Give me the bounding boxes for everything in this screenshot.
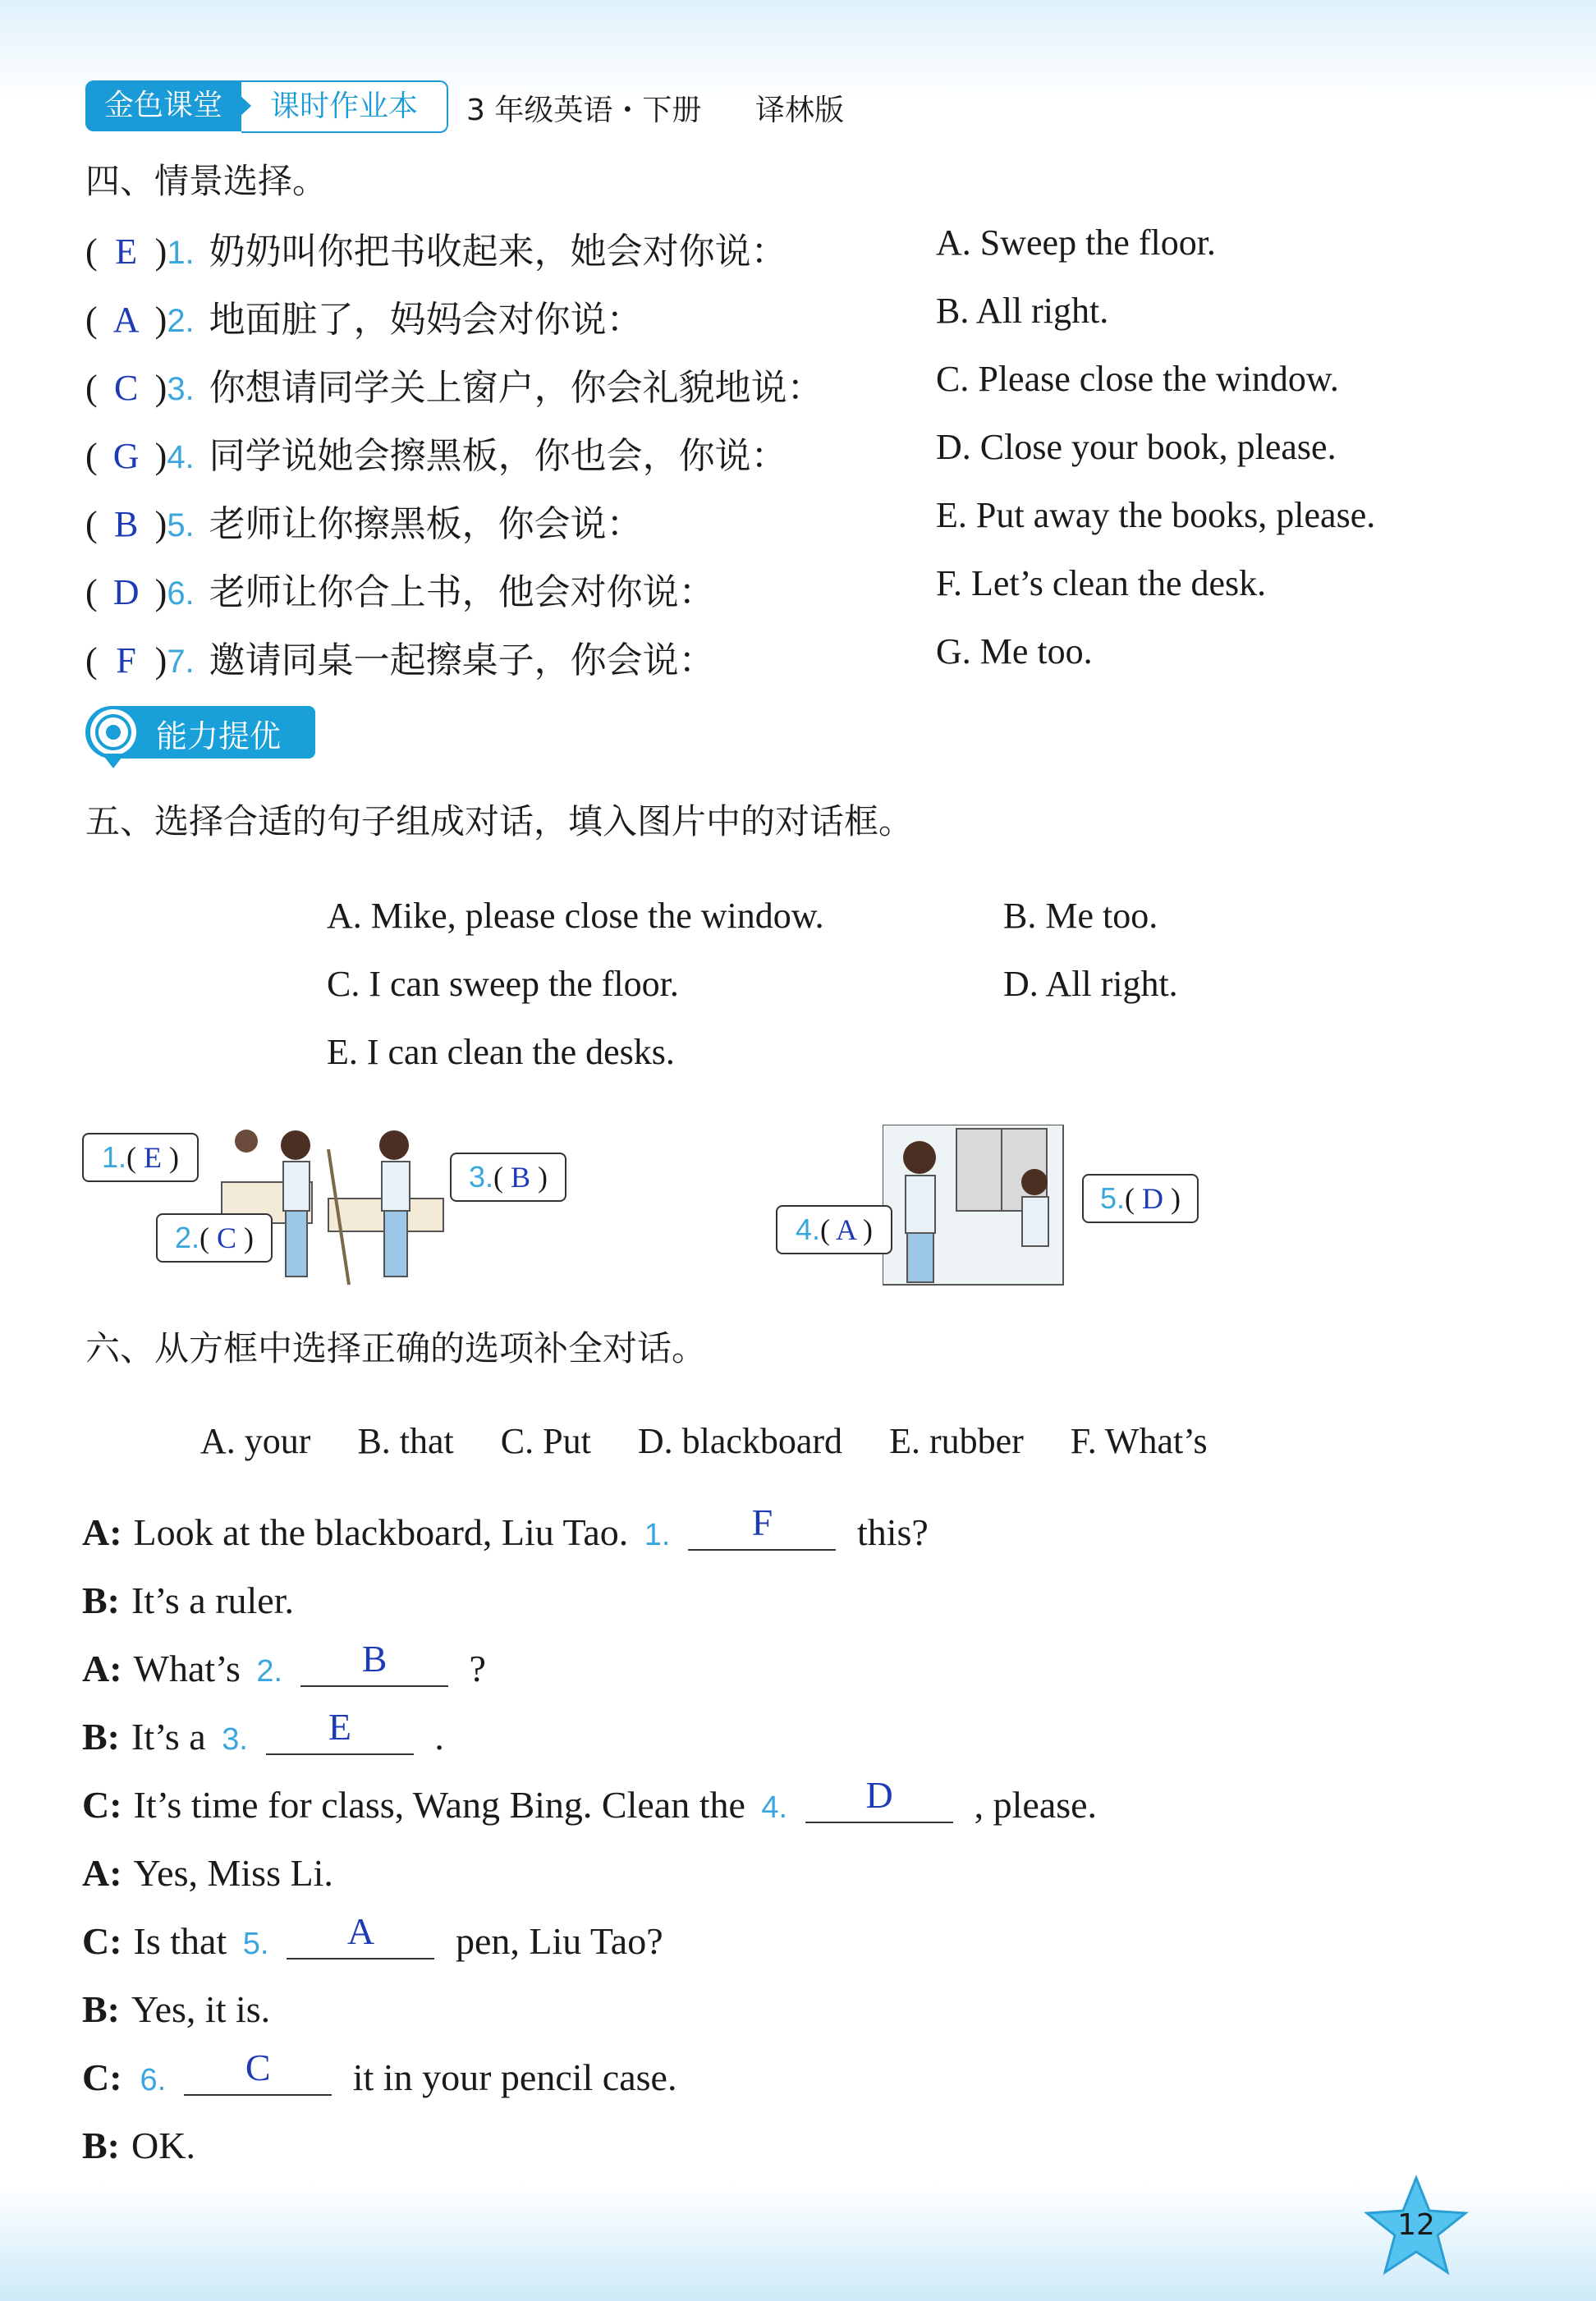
speaker-label: A: (82, 1511, 122, 1553)
speaker-label: B: (82, 1716, 120, 1758)
dialog-line (82, 1910, 663, 1964)
paren-open: ( (85, 504, 98, 544)
blank-answer: F (751, 1501, 773, 1543)
s4-question-text: 老师让你擦黑板，你会说： (209, 503, 643, 545)
paren-open: ( (85, 231, 98, 272)
s4-answer: F (116, 640, 136, 681)
s4-answer: B (113, 504, 139, 544)
s5-option-c: C. I can sweep the floor. (327, 964, 679, 1004)
section5-title: 五、选择合适的句子组成对话，填入图片中的对话框。 (85, 801, 914, 841)
s4-question-2 (85, 290, 643, 342)
paren-close: ) (154, 572, 167, 612)
s4-question-text: 你想请同学关上窗户，你会礼貌地说： (209, 367, 823, 409)
blank-answer: C (245, 2047, 271, 2088)
speaker-label: C: (82, 2056, 122, 2098)
blank-number: 1. (644, 1518, 671, 1552)
answer-blank (287, 1910, 434, 1960)
s4-answer: D (112, 572, 140, 612)
speaker-label: B: (82, 1988, 120, 2030)
line-text-after: this? (856, 1511, 929, 1553)
paren-close: ) (154, 504, 167, 544)
dialog-box-1: 1.( E ) (82, 1133, 199, 1182)
dialog-line (82, 1851, 333, 1895)
word-a: A. your (200, 1421, 311, 1461)
line-text-after: . (434, 1716, 444, 1758)
dialog-line (82, 1706, 444, 1760)
blank-number: 6. (140, 2063, 167, 2097)
line-text-after: ? (469, 1648, 486, 1689)
s4-number: 2. (167, 303, 195, 339)
s4-question-text: 邀请同桌一起擦桌子，你会说： (209, 639, 715, 681)
line-text: Is that (133, 1920, 227, 1962)
classroom-illustration (205, 1125, 460, 1289)
dialog-line (82, 2047, 677, 2101)
s4-number: 1. (167, 235, 195, 271)
line-text: Yes, Miss Li. (133, 1852, 333, 1894)
s4-question-7 (85, 630, 715, 683)
paren-close: ) (154, 436, 167, 476)
s4-question-4 (85, 426, 787, 479)
dialog-box-4: 4.( A ) (776, 1205, 892, 1254)
edition-label: 译林版 (755, 94, 845, 127)
s5-option-a: A. Mike, please close the window. (327, 896, 824, 936)
line-text: It’s a ruler. (131, 1579, 294, 1621)
paren-close: ) (154, 368, 167, 408)
section4-title: 四、情景选择。 (85, 161, 328, 201)
s5-option-e: E. I can clean the desks. (327, 1032, 675, 1072)
paren-open: ( (85, 640, 98, 681)
word-b: B. that (357, 1421, 454, 1461)
line-text: Yes, it is. (131, 1988, 271, 2030)
s4-option-a: A. Sweep the floor. (936, 222, 1216, 263)
blank-number: 3. (222, 1722, 248, 1757)
s4-number: 3. (167, 371, 195, 407)
line-text: Look at the blackboard, Liu Tao. (133, 1511, 629, 1553)
s4-answer: A (112, 300, 140, 340)
speaker-label: B: (82, 2125, 120, 2166)
paren-open: ( (85, 436, 98, 476)
speaker-label: C: (82, 1920, 122, 1962)
answer-blank (266, 1706, 414, 1755)
dialog-line (82, 1987, 270, 2031)
line-text: OK. (131, 2125, 195, 2166)
line-text-after: , please. (974, 1784, 1098, 1826)
s4-answer: G (112, 436, 140, 476)
blank-answer: D (865, 1774, 893, 1816)
series-label: 课时作业本 (241, 80, 448, 133)
dialog-box-2: 2.( C ) (156, 1213, 273, 1263)
line-text: What’s (133, 1648, 241, 1689)
s4-option-e: E. Put away the books, please. (936, 495, 1376, 535)
s4-number: 6. (167, 575, 195, 612)
paren-close: ) (154, 231, 167, 272)
answer-blank (184, 2047, 332, 2096)
window-illustration (883, 1125, 1071, 1289)
badge-label: 能力提优 (156, 718, 282, 754)
answer-blank (688, 1501, 836, 1551)
line-text: It’s time for class, Wang Bing. Clean the (133, 1784, 745, 1826)
s4-number: 7. (167, 644, 195, 680)
s4-option-c: C. Please close the window. (936, 359, 1339, 399)
line-text-after: it in your pencil case. (352, 2056, 677, 2098)
blank-answer: A (346, 1910, 375, 1952)
paren-open: ( (85, 300, 98, 340)
dialog-line (82, 1579, 294, 1622)
blank-number: 4. (761, 1790, 788, 1825)
s4-option-b: B. All right. (936, 291, 1109, 331)
word-e: E. rubber (889, 1421, 1024, 1461)
speaker-label: A: (82, 1648, 122, 1689)
s5-option-b: B. Me too. (1003, 896, 1158, 936)
s4-question-text: 地面脏了，妈妈会对你说： (209, 299, 643, 341)
s4-question-6 (85, 562, 715, 615)
book-title: 3 年级英语・下册 (466, 94, 702, 127)
s4-question-3 (85, 358, 823, 410)
s4-option-d: D. Close your book, please. (936, 427, 1337, 467)
s4-option-g: G. Me too. (936, 631, 1093, 672)
bottom-band (0, 2184, 1596, 2301)
target-icon (85, 704, 143, 770)
dialog-box-3: 3.( B ) (450, 1153, 566, 1202)
blank-answer: B (361, 1638, 388, 1680)
s4-answer: C (113, 368, 139, 408)
dialog-line (82, 2124, 195, 2167)
paren-close: ) (154, 640, 167, 681)
s4-answer: E (115, 231, 138, 272)
answer-blank (805, 1774, 953, 1823)
blank-answer: E (328, 1706, 351, 1748)
blank-number: 5. (242, 1927, 269, 1961)
word-d: D. blackboard (637, 1421, 843, 1461)
blank-number: 2. (256, 1654, 283, 1689)
page-number: 12 (1397, 2208, 1435, 2242)
s4-question-1 (85, 222, 787, 274)
paren-close: ) (154, 300, 167, 340)
s5-option-d: D. All right. (1003, 964, 1178, 1004)
s4-question-text: 同学说她会擦黑板，你也会，你说： (209, 435, 787, 477)
speaker-label: C: (82, 1784, 122, 1826)
s4-question-text: 奶奶叫你把书收起来，她会对你说： (209, 231, 787, 273)
dialog-line (82, 1501, 929, 1556)
header-arrow-icon (238, 94, 251, 118)
dialog-line (82, 1774, 1098, 1828)
s4-number: 5. (167, 507, 195, 543)
s4-option-f: F. Let’s clean the desk. (936, 563, 1267, 603)
word-bank (200, 1420, 1208, 1462)
paren-open: ( (85, 368, 98, 408)
dialog-box-5: 5.( D ) (1082, 1174, 1199, 1223)
brand-label: 金色课堂 (85, 80, 241, 131)
dialog-line (82, 1638, 486, 1692)
speaker-label: B: (82, 1579, 120, 1621)
section6-title: 六、从方框中选择正确的选项补全对话。 (85, 1328, 707, 1368)
paren-open: ( (85, 572, 98, 612)
word-f: F. What’s (1070, 1421, 1208, 1461)
line-text-after: pen, Liu Tao? (455, 1920, 663, 1962)
s4-question-5 (85, 494, 643, 547)
s4-number: 4. (167, 439, 195, 475)
word-c: C. Put (500, 1421, 591, 1461)
line-text: It’s a (131, 1716, 206, 1758)
s4-question-text: 老师让你合上书，他会对你说： (209, 571, 715, 613)
speaker-label: A: (82, 1852, 122, 1894)
answer-blank (300, 1638, 448, 1687)
